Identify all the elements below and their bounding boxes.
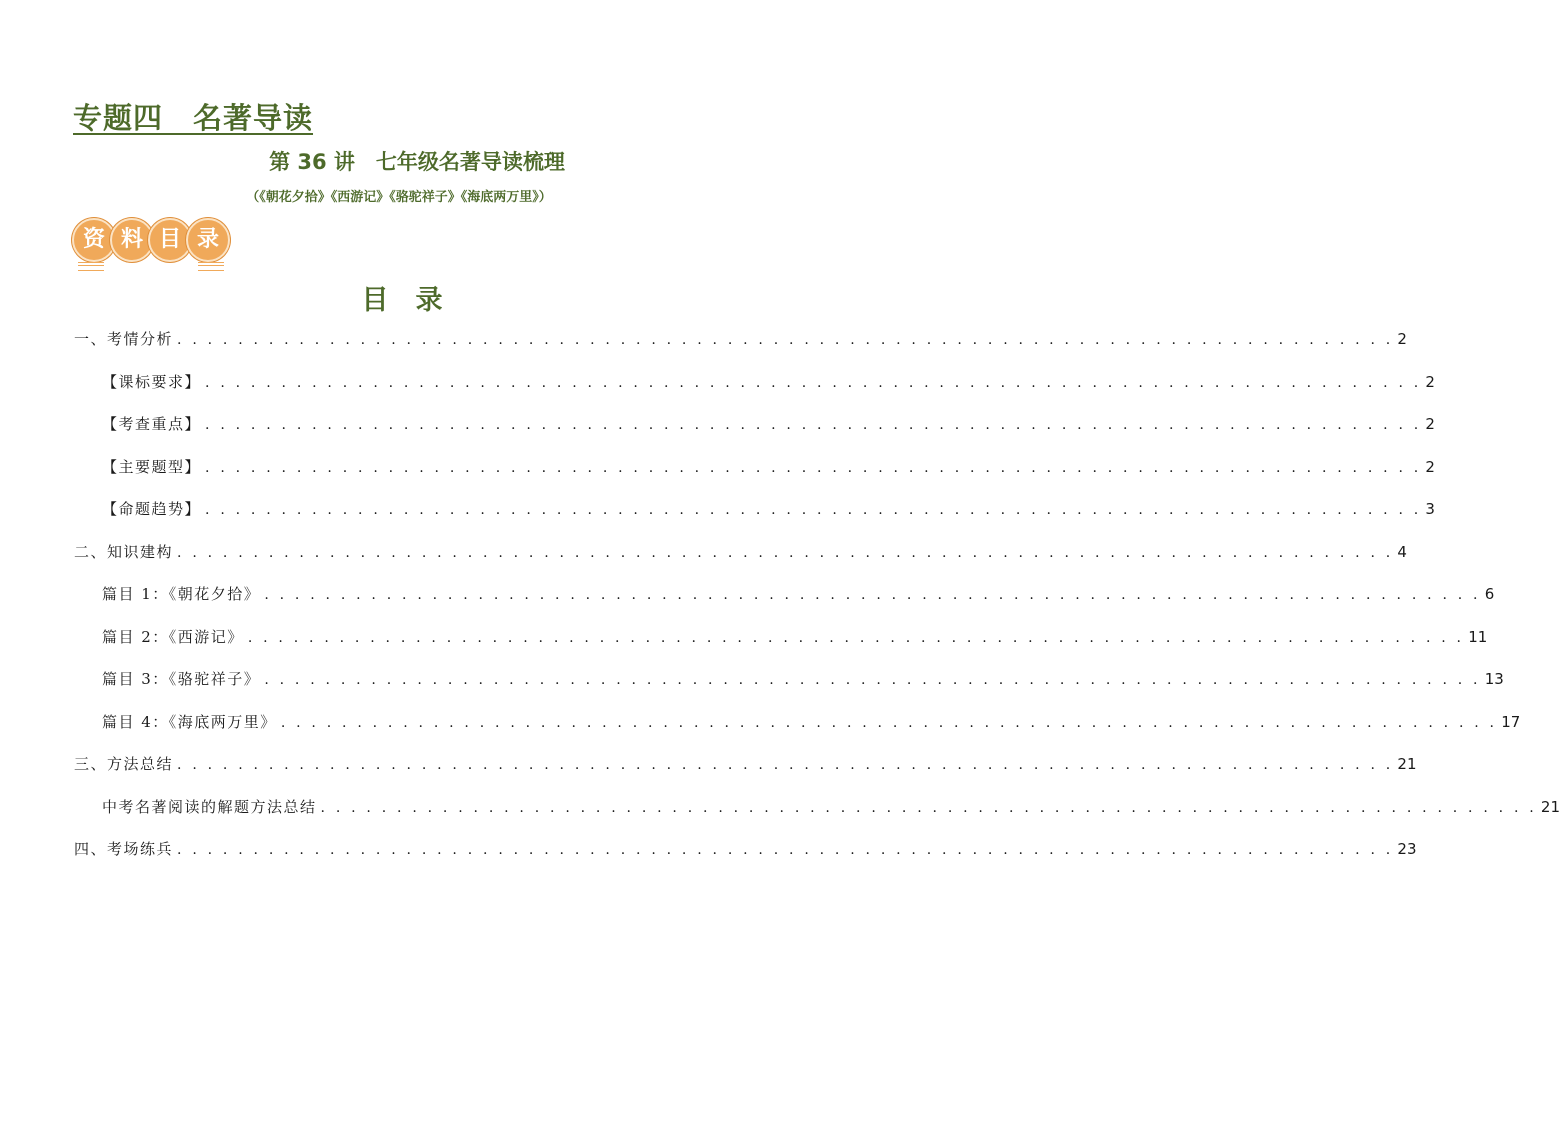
toc-entry[interactable] [74,749,1417,792]
badge-char: 目 [148,218,192,262]
toc-dot-leader: . . . . . . . . . . . . . . . . . . . . . . . . . . . . . . . . . . . . . . . . . . . . . . . . . . . . . . . . . . . . . . . . . . . . . . . . . . . . . . . . [264,672,1481,688]
toc-entry-label: 篇目 3：《骆驼祥子》 [102,670,261,688]
toc-dot-leader: . . . . . . . . . . . . . . . . . . . . . . . . . . . . . . . . . . . . . . . . . . . . . . . . . . . . . . . . . . . . . . . . . . . . . . . . . . . . . . . . [205,374,1422,391]
toc-entry[interactable] [74,537,1407,580]
toc-entry[interactable] [74,367,1435,410]
toc-entry[interactable] [74,494,1435,537]
toc-entry[interactable] [74,324,1407,367]
badge-char: 录 [186,218,230,262]
toc-entry-page: 17 [1501,712,1521,731]
toc-entry[interactable] [74,622,1488,665]
toc-entry-page: 2 [1425,415,1435,433]
toc-entry-label: 【课标要求】 [102,372,202,391]
toc-entry[interactable] [74,579,1495,622]
toc-entry-page: 2 [1397,330,1407,348]
toc-entry-page: 3 [1425,500,1435,518]
toc-entry-label: 【考查重点】 [102,415,202,433]
toc-entry-label: 篇目 4：《海底两万里》 [102,712,277,731]
toc-entry[interactable] [74,409,1435,452]
toc-entry[interactable] [74,707,1521,750]
toc-entry[interactable] [74,664,1504,707]
toc-entry-page: 11 [1468,627,1488,646]
toc-dot-leader: . . . . . . . . . . . . . . . . . . . . . . . . . . . . . . . . . . . . . . . . . . . . . . . . . . . . . . . . . . . . . . . . . . . . . . . . . . . . . . . . [247,629,1465,646]
toc-entry-page: 2 [1425,457,1435,476]
badge-char: 资 [72,218,116,262]
lecture-title: 第 36 讲 七年级名著导读梳理 [269,150,565,174]
material-toc-badge [72,218,232,270]
toc-entry[interactable] [74,452,1435,495]
toc-entry-page: 23 [1397,840,1417,858]
toc-entry-label: 篇目 2：《西游记》 [102,627,244,646]
toc-dot-leader: . . . . . . . . . . . . . . . . . . . . . . . . . . . . . . . . . . . . . . . . . . . . . . . . . . . . . . . . . . . . . . . . . . . . . . . . . . . . . . . . [177,757,1394,773]
toc-dot-leader: . . . . . . . . . . . . . . . . . . . . . . . . . . . . . . . . . . . . . . . . . . . . . . . . . . . . . . . . . . . . . . . . . . . . . . . . . . . . . . . . [205,459,1422,476]
decorative-lines-right [198,262,224,271]
toc-entry-page: 21 [1540,797,1560,816]
table-of-contents [74,324,1560,877]
lecture-subtitle: （《朝花夕拾》《西游记》《骆驼祥子》《海底两万里》） [246,190,552,205]
toc-entry-label: 中考名著阅读的解题方法总结 [102,797,317,816]
toc-dot-leader: . . . . . . . . . . . . . . . . . . . . . . . . . . . . . . . . . . . . . . . . . . . . . . . . . . . . . . . . . . . . . . . . . . . . . . . . . . . . . . . . [205,502,1422,518]
toc-entry-label: 四、考场练兵 [74,840,174,858]
toc-entry-page: 6 [1484,585,1495,603]
toc-dot-leader: . . . . . . . . . . . . . . . . . . . . . . . . . . . . . . . . . . . . . . . . . . . . . . . . . . . . . . . . . . . . . . . . . . . . . . . . . . . . . . . . [280,714,1498,731]
toc-entry-label: 【命题趋势】 [102,500,202,518]
badge-char: 料 [110,218,154,262]
toc-entry[interactable] [74,834,1417,877]
toc-entry-page: 13 [1484,670,1504,688]
toc-entry-label: 三、方法总结 [74,755,174,773]
toc-dot-leader: . . . . . . . . . . . . . . . . . . . . . . . . . . . . . . . . . . . . . . . . . . . . . . . . . . . . . . . . . . . . . . . . . . . . . . . . . . . . . . . . [320,799,1537,816]
toc-title: 目 录 [361,285,443,316]
toc-entry[interactable] [74,792,1560,835]
toc-dot-leader: . . . . . . . . . . . . . . . . . . . . . . . . . . . . . . . . . . . . . . . . . . . . . . . . . . . . . . . . . . . . . . . . . . . . . . . . . . . . . . . . [264,587,1481,603]
decorative-lines-left [78,262,104,271]
toc-dot-leader: . . . . . . . . . . . . . . . . . . . . . . . . . . . . . . . . . . . . . . . . . . . . . . . . . . . . . . . . . . . . . . . . . . . . . . . . . . . . . . . . [177,332,1394,348]
topic-title: 专题四 名著导读 [73,101,314,135]
toc-entry-label: 一、考情分析 [74,330,174,348]
toc-dot-leader: . . . . . . . . . . . . . . . . . . . . . . . . . . . . . . . . . . . . . . . . . . . . . . . . . . . . . . . . . . . . . . . . . . . . . . . . . . . . . . . . [205,417,1422,433]
toc-entry-label: 二、知识建构 [74,542,174,561]
toc-entry-page: 2 [1425,372,1435,391]
toc-dot-leader: . . . . . . . . . . . . . . . . . . . . . . . . . . . . . . . . . . . . . . . . . . . . . . . . . . . . . . . . . . . . . . . . . . . . . . . . . . . . . . . . [177,842,1394,858]
toc-entry-page: 21 [1397,755,1417,773]
toc-entry-label: 篇目 1：《朝花夕拾》 [102,585,261,603]
toc-entry-page: 4 [1397,542,1407,561]
toc-dot-leader: . . . . . . . . . . . . . . . . . . . . . . . . . . . . . . . . . . . . . . . . . . . . . . . . . . . . . . . . . . . . . . . . . . . . . . . . . . . . . . . . [177,544,1394,561]
toc-entry-label: 【主要题型】 [102,457,202,476]
